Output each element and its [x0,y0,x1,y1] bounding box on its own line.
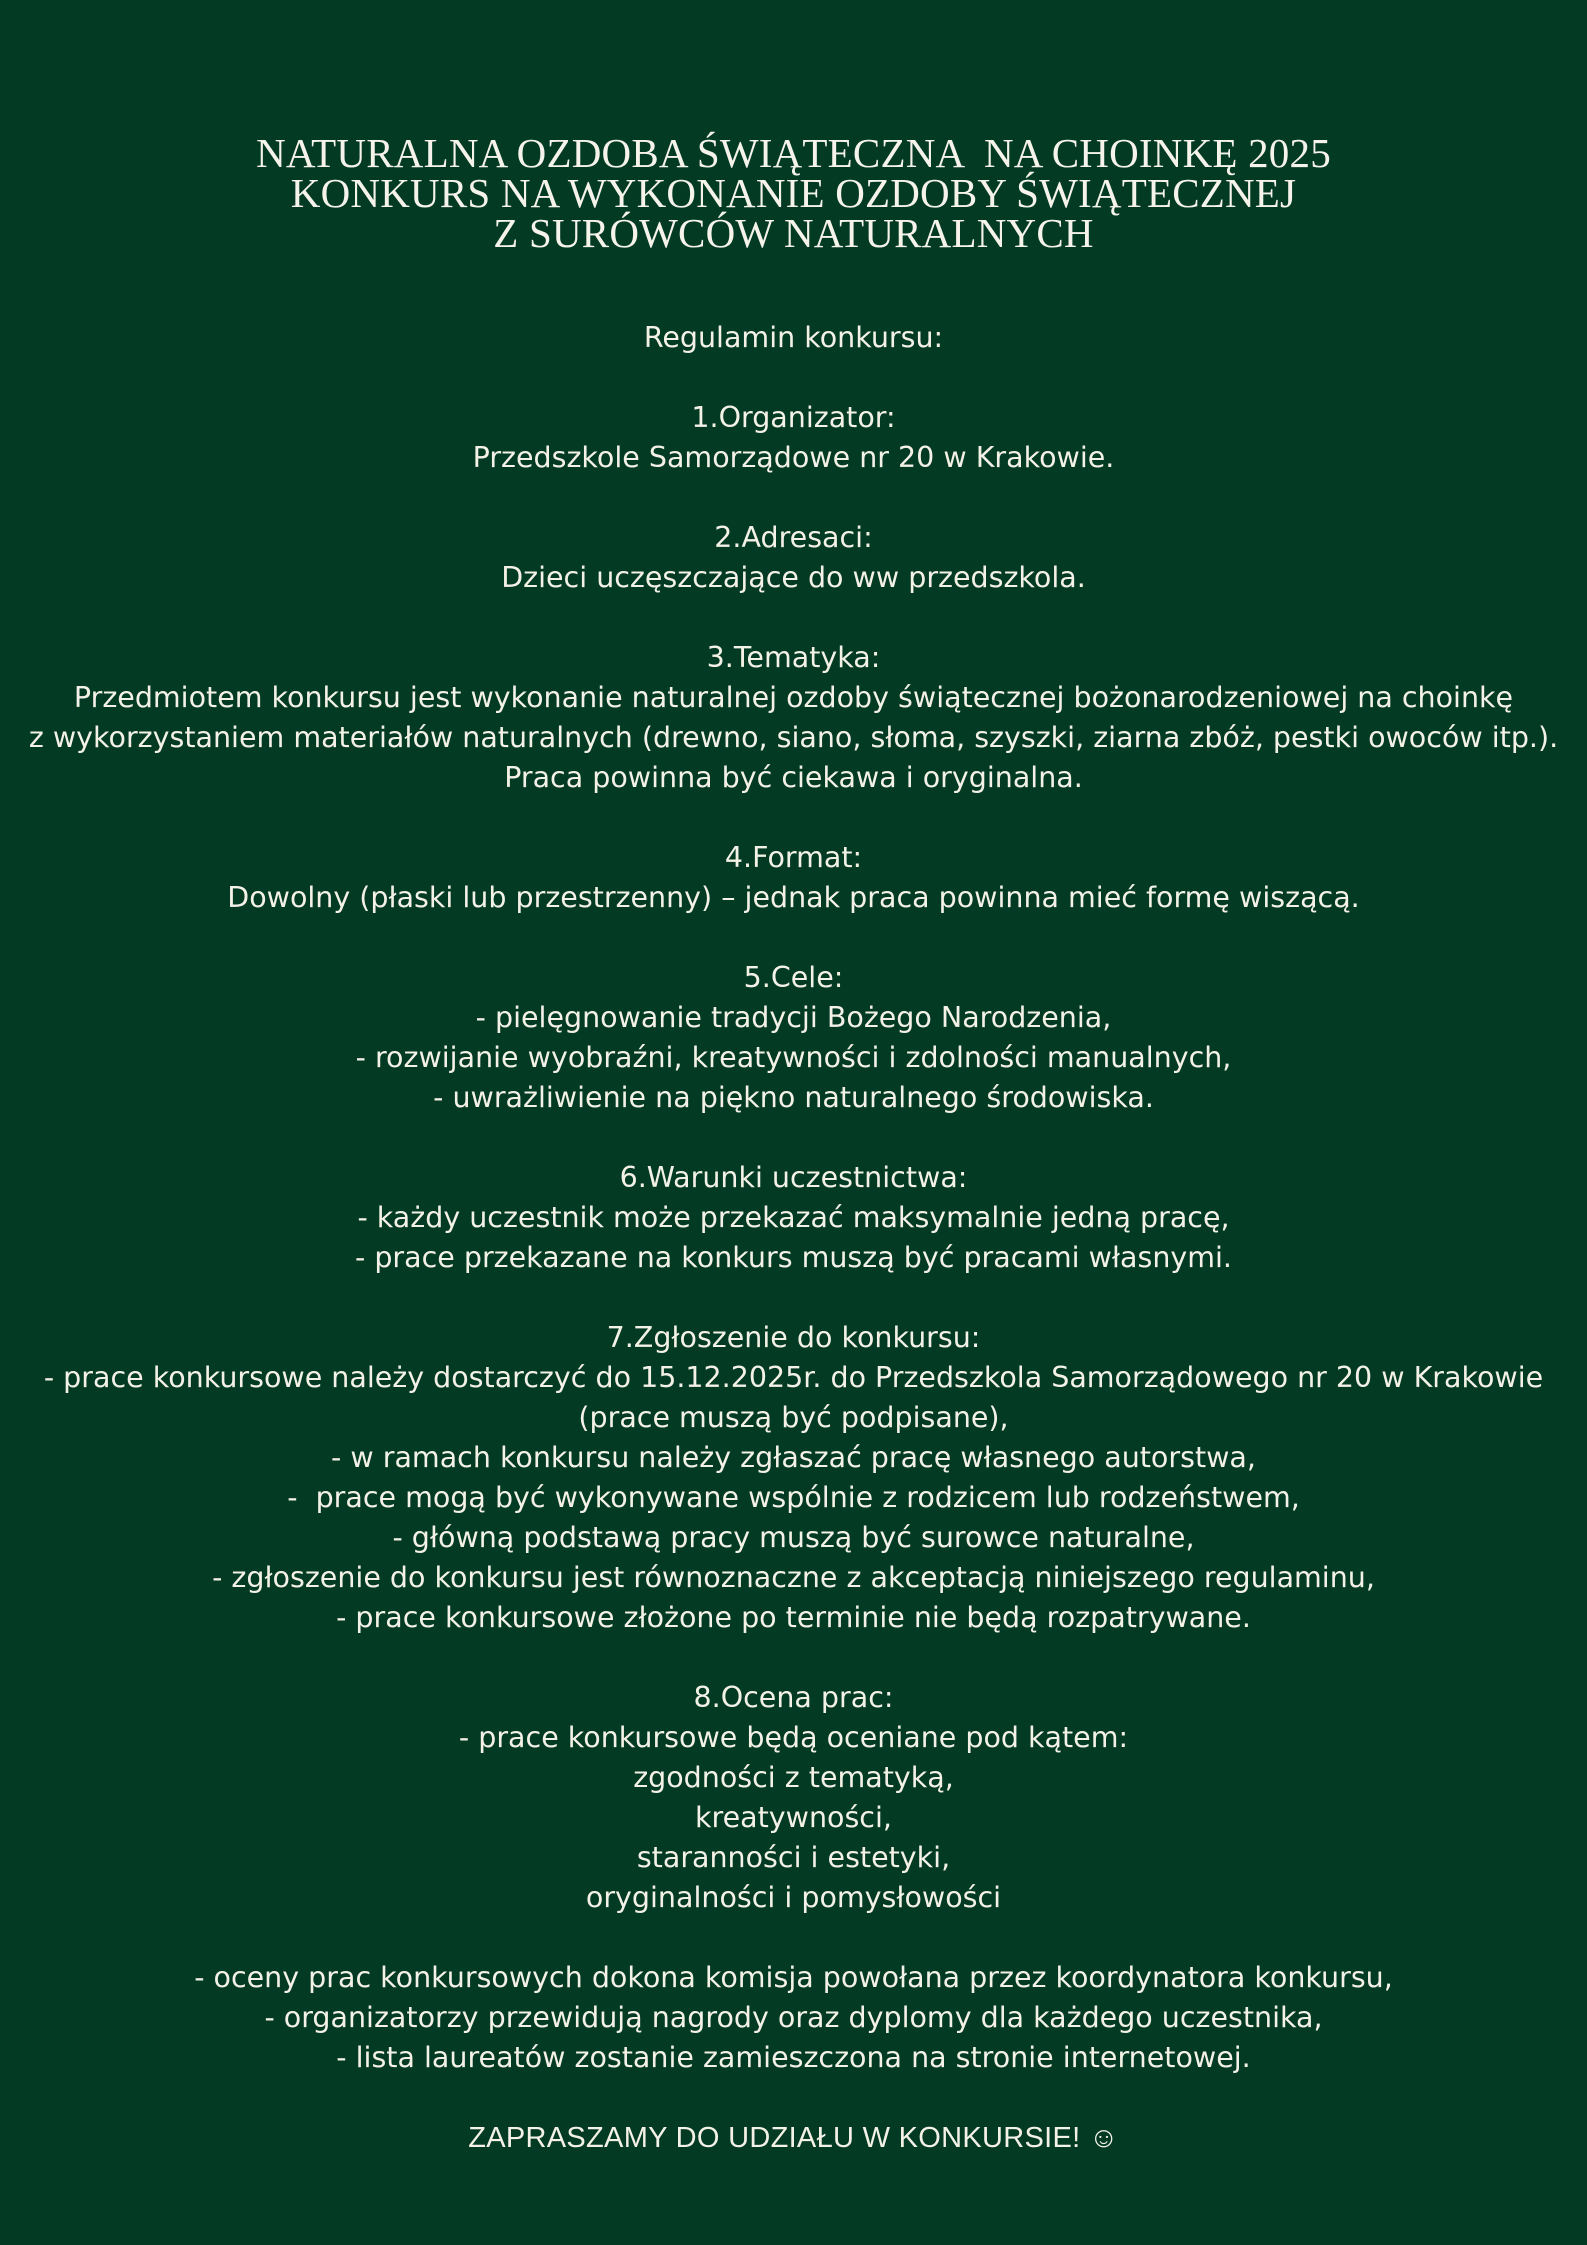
spacer [0,1118,1587,1158]
title-line-2: KONKURS NA WYKONANIE OZDOBY ŚWIĄTECZNEJ [290,170,1297,216]
spacer [0,358,1587,398]
section-line: - rozwijanie wyobraźni, kreatywności i zdolności manualnych, [355,1041,1232,1074]
section-line: - prace mogą być wykonywane wspólnie z rodzicem lub rodzeństwem, [287,1481,1300,1514]
spacer [0,1638,1587,1678]
criteria-item: oryginalności i pomysłowości [585,1881,1002,1914]
title-line-3: Z SURÓWCÓW NATURALNYCH [493,210,1094,256]
section-tematyka [0,638,1587,798]
section-heading: 3.Tematyka: [706,641,881,674]
section-organizator [0,398,1587,478]
spacer [0,478,1587,518]
section-line: - zgłoszenie do konkursu jest równoznaczne z akceptacją niniejszego regulaminu, [212,1561,1375,1594]
intro-heading: Regulamin konkursu: [643,321,944,354]
section-ocena [0,1678,1587,2078]
spacer [0,1278,1587,1318]
spacer [0,918,1587,958]
section-line: - organizatorzy przewidują nagrody oraz dyplomy dla każdego uczestnika, [264,2001,1323,2034]
section-line: Przedmiotem konkursu jest wykonanie naturalnej ozdoby świątecznej bożonarodzeniowej na choinkę [73,681,1514,714]
section-line: Praca powinna być ciekawa i oryginalna. [504,761,1083,794]
section-heading: 4.Format: [724,841,863,874]
section-line: Przedszkole Samorządowe nr 20 w Krakowie. [472,441,1115,474]
section-heading: 5.Cele: [743,961,844,994]
section-line: - uwrażliwienie na piękno naturalnego środowiska. [433,1081,1154,1114]
section-line: Dowolny (płaski lub przestrzenny) – jednak praca powinna mieć formę wiszącą. [227,881,1360,914]
section-line: - każdy uczestnik może przekazać maksymalnie jedną pracę, [357,1201,1230,1234]
section-line: - prace konkursowe złożone po terminie nie będą rozpatrywane. [336,1601,1251,1634]
spacer [0,798,1587,838]
section-line: - lista laureatów zostanie zamieszczona na stronie internetowej. [336,2041,1251,2074]
criteria-item: staranności i estetyki, [636,1841,951,1874]
section-heading: 6.Warunki uczestnictwa: [619,1161,968,1194]
section-line: - w ramach konkursu należy zgłaszać pracę własnego autorstwa, [331,1441,1256,1474]
title-line-1: NATURALNA OZDOBA ŚWIĄTECZNA NA CHOINKĘ 2025 [256,130,1331,176]
section-heading: 7.Zgłoszenie do konkursu: [606,1321,981,1354]
section-line: - oceny prac konkursowych dokona komisja powołana przez koordynatora konkursu, [194,1961,1393,1994]
section-cele [0,958,1587,1118]
section-zgloszenie [0,1318,1587,1638]
section-line: Dzieci uczęszczające do ww przedszkola. [501,561,1086,594]
criteria-item: zgodności z tematyką, [633,1761,954,1794]
section-line: - prace konkursowe będą oceniane pod kątem: [458,1721,1129,1754]
section-adresaci [0,518,1587,598]
regulations-body [0,318,1587,2078]
section-heading: 2.Adresaci: [714,521,873,554]
section-heading: 8.Ocena prac: [693,1681,894,1714]
section-line: z wykorzystaniem materiałów naturalnych (drewno, siano, słoma, szyszki, ziarna zbóż, pestki owoców itp.). [28,721,1559,754]
section-warunki [0,1158,1587,1278]
spacer [0,1918,1587,1958]
spacer [0,598,1587,638]
section-line: - pielęgnowanie tradycji Bożego Narodzenia, [475,1001,1112,1034]
criteria-item: kreatywności, [695,1801,892,1834]
section-line: (prace muszą być podpisane), [578,1401,1009,1434]
closing-invitation: ZAPRASZAMY DO UDZIAŁU W KONKURSIE! ☺ [468,2122,1119,2154]
page-title [0,130,1587,256]
section-line: - prace konkursowe należy dostarczyć do 15.12.2025r. do Przedszkola Samorządowego nr 20 w Krakowie [43,1361,1544,1394]
section-format [0,838,1587,918]
section-line: - główną podstawą pracy muszą być surowce naturalne, [392,1521,1195,1554]
section-heading: 1.Organizator: [691,401,896,434]
section-line: - prace przekazane na konkurs muszą być pracami własnymi. [354,1241,1232,1274]
